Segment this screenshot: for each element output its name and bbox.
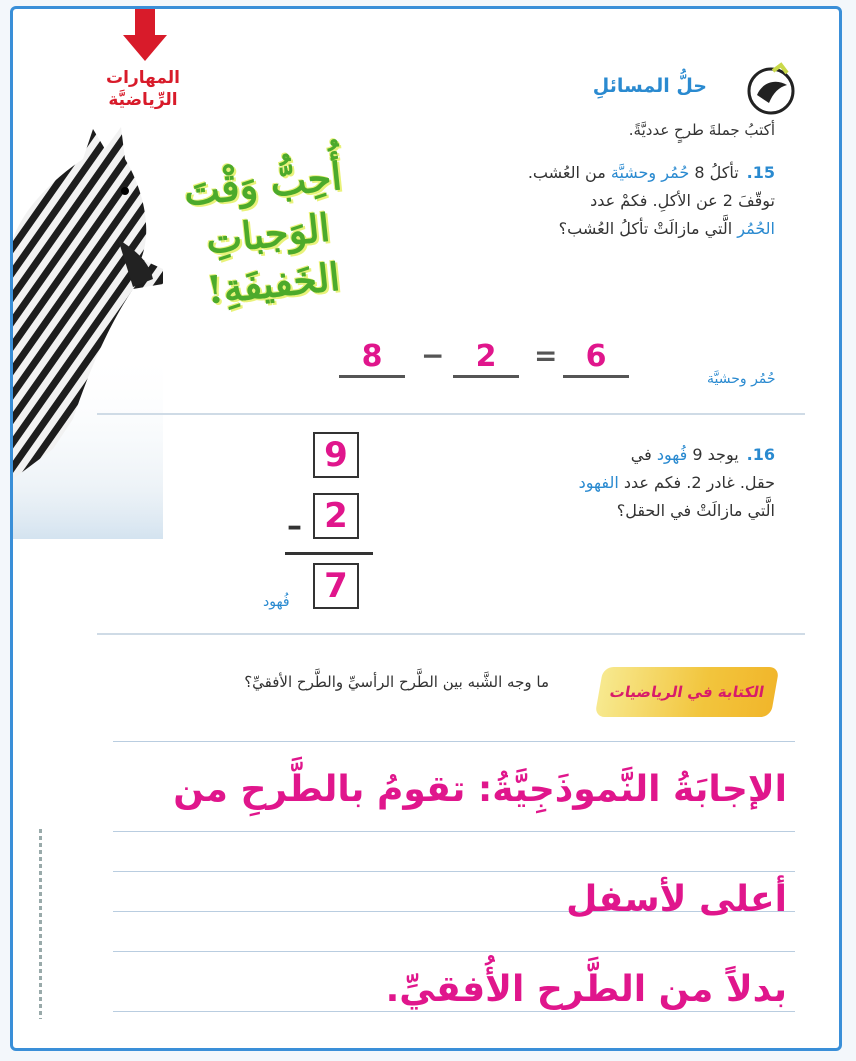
answer-blank-minuend[interactable]: 8 [339,339,405,378]
model-answer-line-1: الإجابَةُ النَّموذَجِيَّةُ: تقومُ بالطَّرحِ من [173,769,787,810]
slogan-line-3: الخَفيفَةِ! [204,253,342,313]
ruled-line [113,741,795,742]
ruled-line [113,1011,795,1012]
writing-question: ما وجه الشَّبه بين الطَّرح الرأسيِّ والطَّرح الأفقيِّ؟ [244,673,549,691]
tag-line-1: المهارات [106,68,180,88]
vertical-unit-label: فُهود [263,594,290,610]
slogan-line-2: الوَجباتِ [203,204,332,263]
vertical-minus-sign: – [287,509,302,544]
question-number: 15. [746,163,775,182]
ruled-line [113,831,795,832]
ruled-line [113,951,795,952]
ruled-line [113,871,795,872]
model-answer-line-2: أعلى لأسفل [566,879,787,920]
section-title: حلُّ المسائلِ [592,75,707,97]
problem-solving-icon [743,61,799,117]
equation-unit-label: حُمُر وحشيَّة [707,371,776,387]
minuend-box[interactable]: 9 [313,432,359,478]
tag-line-2: الرِّياضيَّة [108,90,178,110]
question-15: 15.تأكلُ 8 حُمُر وحشيَّة من العُشب. توقّفَ 2 عن الأكلِ. فكمْ عدد الحُمُر الَّتي مازالَتْ تأكلُ العُشب؟ [527,163,775,238]
answer-blank-subtrahend[interactable]: 2 [453,339,519,378]
down-arrow-icon [121,9,169,63]
section-instruction: أكتبُ جملةَ طرحٍ عدديَّةً. [628,121,775,139]
model-answer-line-3: بدلاً من الطَّرح الأُفقيِّ. [385,969,787,1010]
worksheet-page [10,6,842,1051]
section-divider [97,413,805,415]
answer-blank-result[interactable]: 6 [563,339,629,378]
slogan-line-1: أُحِبُّ وَقْتَ [181,153,344,215]
math-skills-tag [83,67,203,111]
equals-sign: = [534,339,558,372]
minus-sign: − [421,339,445,372]
page-spine-marks [39,829,42,1019]
question-number: 16. [746,445,775,464]
writing-in-math-badge: الكتابة في الرياضيات [595,667,780,717]
snack-time-slogan [156,148,381,319]
difference-box[interactable]: 7 [313,563,359,609]
question-16: 16.يوجد 9 فُهود في حقل. غادر 2. فكم عدد الفهود الَّتي مازالَتْ في الحقل؟ [578,445,775,520]
subtrahend-box[interactable]: 2 [313,493,359,539]
section-divider [97,633,805,635]
sum-line [285,552,373,555]
